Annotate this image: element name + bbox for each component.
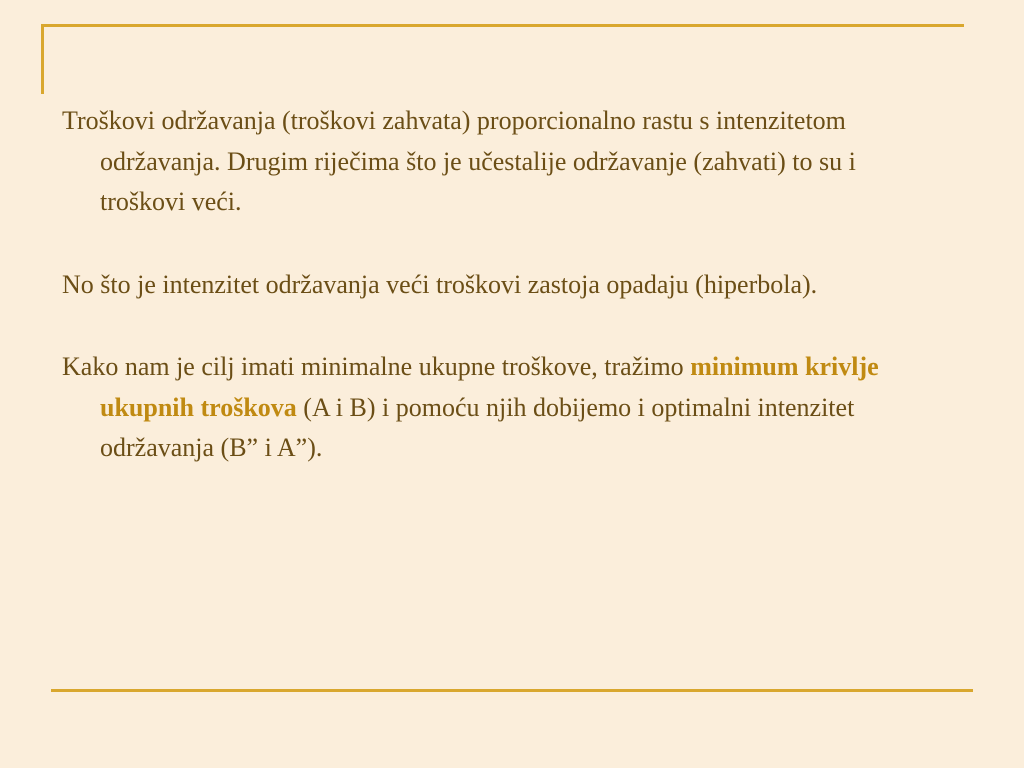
- top-horizontal-rule: [42, 24, 964, 27]
- bottom-horizontal-rule: [51, 689, 973, 692]
- highlighted-phrase: minimum krivlje ukupnih troškova: [100, 352, 879, 422]
- paragraph-downtime-costs: No što je intenzitet održavanja veći troškovi zastoja opadaju (hiperbola).: [62, 269, 818, 299]
- paragraph-total-costs-minimum: [62, 347, 942, 469]
- top-vertical-rule: [41, 24, 44, 94]
- paragraph-text-before: Kako nam je cilj imati minimalne ukupne troškove, tražimo: [62, 352, 691, 381]
- slide-body: [62, 101, 942, 511]
- paragraph-text-after: (A i B) i pomoću njih dobijemo i optimalni intenzitet održavanja (B” i A”).: [100, 392, 855, 462]
- paragraph-maintenance-costs: Troškovi održavanja (troškovi zahvata) proporcionalno rastu s intenzitetom održavanja. Drugim riječima što je učestalije održavanje (zahvati) to su i troškovi veći.: [62, 106, 856, 216]
